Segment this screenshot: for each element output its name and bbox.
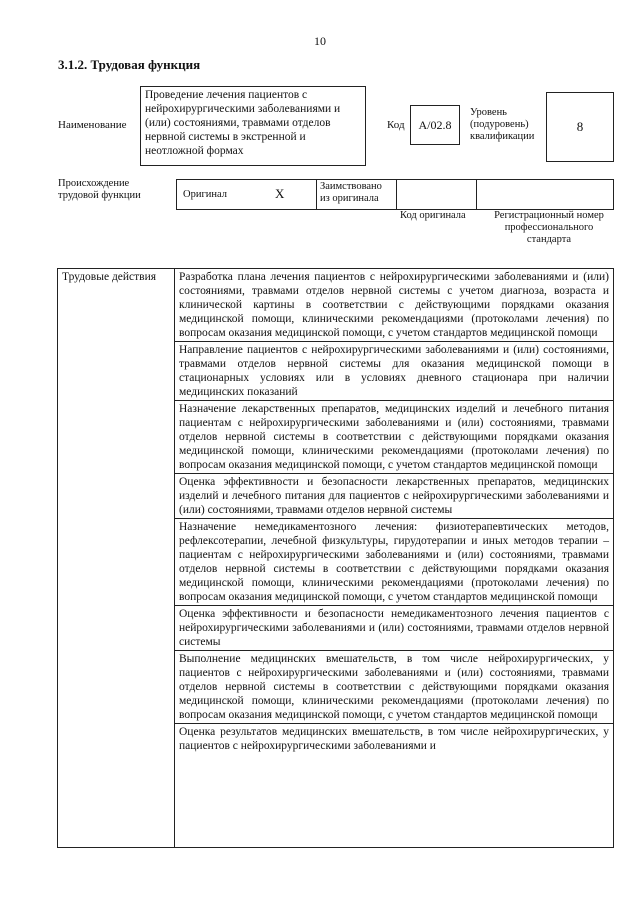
original-cell bbox=[177, 180, 317, 209]
origin-code-label: Код оригинала bbox=[400, 210, 466, 221]
name-label: Наименование bbox=[58, 119, 127, 131]
labor-action: Назначение немедикаментозного лечения: физиотерапевтических методов, рефлексотерапии, лечебной физкультуры, гирудотерапии и иных методов терапии – пациентам с нейрохирургическими заболеваниями и (или) состояниями, травмами отделов нервной системы в соответствии с действующими порядками оказания медицинской помощи, клиническими рекомендациями (протоколами лечения) по вопросам оказания медицинской помощи, с учетом стандартов медицинской помощи bbox=[175, 519, 613, 606]
labor-actions-table bbox=[57, 268, 614, 848]
labor-actions-label: Трудовые действия bbox=[58, 269, 175, 847]
labor-action: Назначение лекарственных препаратов, медицинских изделий и лечебного питания пациентам с нейрохирургическими заболеваниями и (или) состояниями, травмами отделов нервной системы в соответствии с действующими порядками оказания медицинской помощи, клиническими рекомендациями (протоколами лечения) по вопросам оказания медицинской помощи, с учетом стандартов медицинской помощи bbox=[175, 401, 613, 474]
reg-number-cell bbox=[477, 180, 613, 209]
function-name-box: Проведение лечения пациентов с нейрохирургическими заболеваниями и (или) состояниями, травмами отделов нервной системы в экстренной и неотложной формах bbox=[140, 86, 366, 166]
original-label: Оригинал bbox=[183, 189, 227, 200]
level-label: Уровень (подуровень) квалификации bbox=[470, 107, 535, 142]
labor-action: Оценка эффективности и безопасности лекарственных препаратов, медицинских изделий и лечебного питания для пациентов с нейрохирургическими заболеваниями и (или) состояниями, травмами отделов нервной системы bbox=[175, 474, 613, 519]
labor-action: Оценка результатов медицинских вмешательств, в том числе нейрохирургических, у пациентов с нейрохирургическими заболеваниями и bbox=[179, 726, 609, 752]
page-number: 10 bbox=[314, 34, 326, 48]
section-title: 3.1.2. Трудовая функция bbox=[58, 57, 201, 72]
level-value: 8 bbox=[546, 92, 614, 162]
reg-number-label: Регистрационный номер профессионального стандарта bbox=[494, 210, 604, 245]
code-label: Код bbox=[387, 119, 405, 131]
origin-row bbox=[176, 179, 614, 210]
labor-action: Оценка эффективности и безопасности немедикаментозного лечения пациентов с нейрохирургическими заболеваниями и (или) состояниями, травмами отделов нервной системы bbox=[175, 606, 613, 651]
origin-label: Происхождение трудовой функции bbox=[58, 178, 141, 201]
original-mark: X bbox=[275, 186, 285, 201]
labor-action: Разработка плана лечения пациентов с нейрохирургическими заболеваниями и (или) состояниями, травмами отделов нервной системы с учетом диагноза, возраста и клинической картины в соответствии с действующими порядками оказания медицинской помощи, клиническими рекомендациями (протоколами лечения) по вопросам оказания медицинской помощи, с учетом стандартов медицинской помощи bbox=[175, 269, 613, 342]
borrowed-cell: Заимствовано из оригинала bbox=[317, 180, 397, 209]
labor-action: Направление пациентов с нейрохирургическими заболеваниями и (или) состояниями, травмами отделов нервной системы для оказания медицинской помощи в стационарных условиях или в условиях дневного стационара при наличии медицинских показаний bbox=[175, 342, 613, 401]
labor-actions-list bbox=[175, 269, 613, 754]
labor-action: Выполнение медицинских вмешательств, в том числе нейрохирургических, у пациентов с нейрохирургическими заболеваниями и (или) состояниями, травмами отделов нервной системы в соответствии с действующими порядками оказания медицинской помощи, клиническими рекомендациями (протоколами лечения) по вопросам оказания медицинской помощи, с учетом стандартов медицинской помощи bbox=[175, 651, 613, 724]
code-value: А/02.8 bbox=[410, 105, 460, 145]
origin-code-cell bbox=[397, 180, 477, 209]
